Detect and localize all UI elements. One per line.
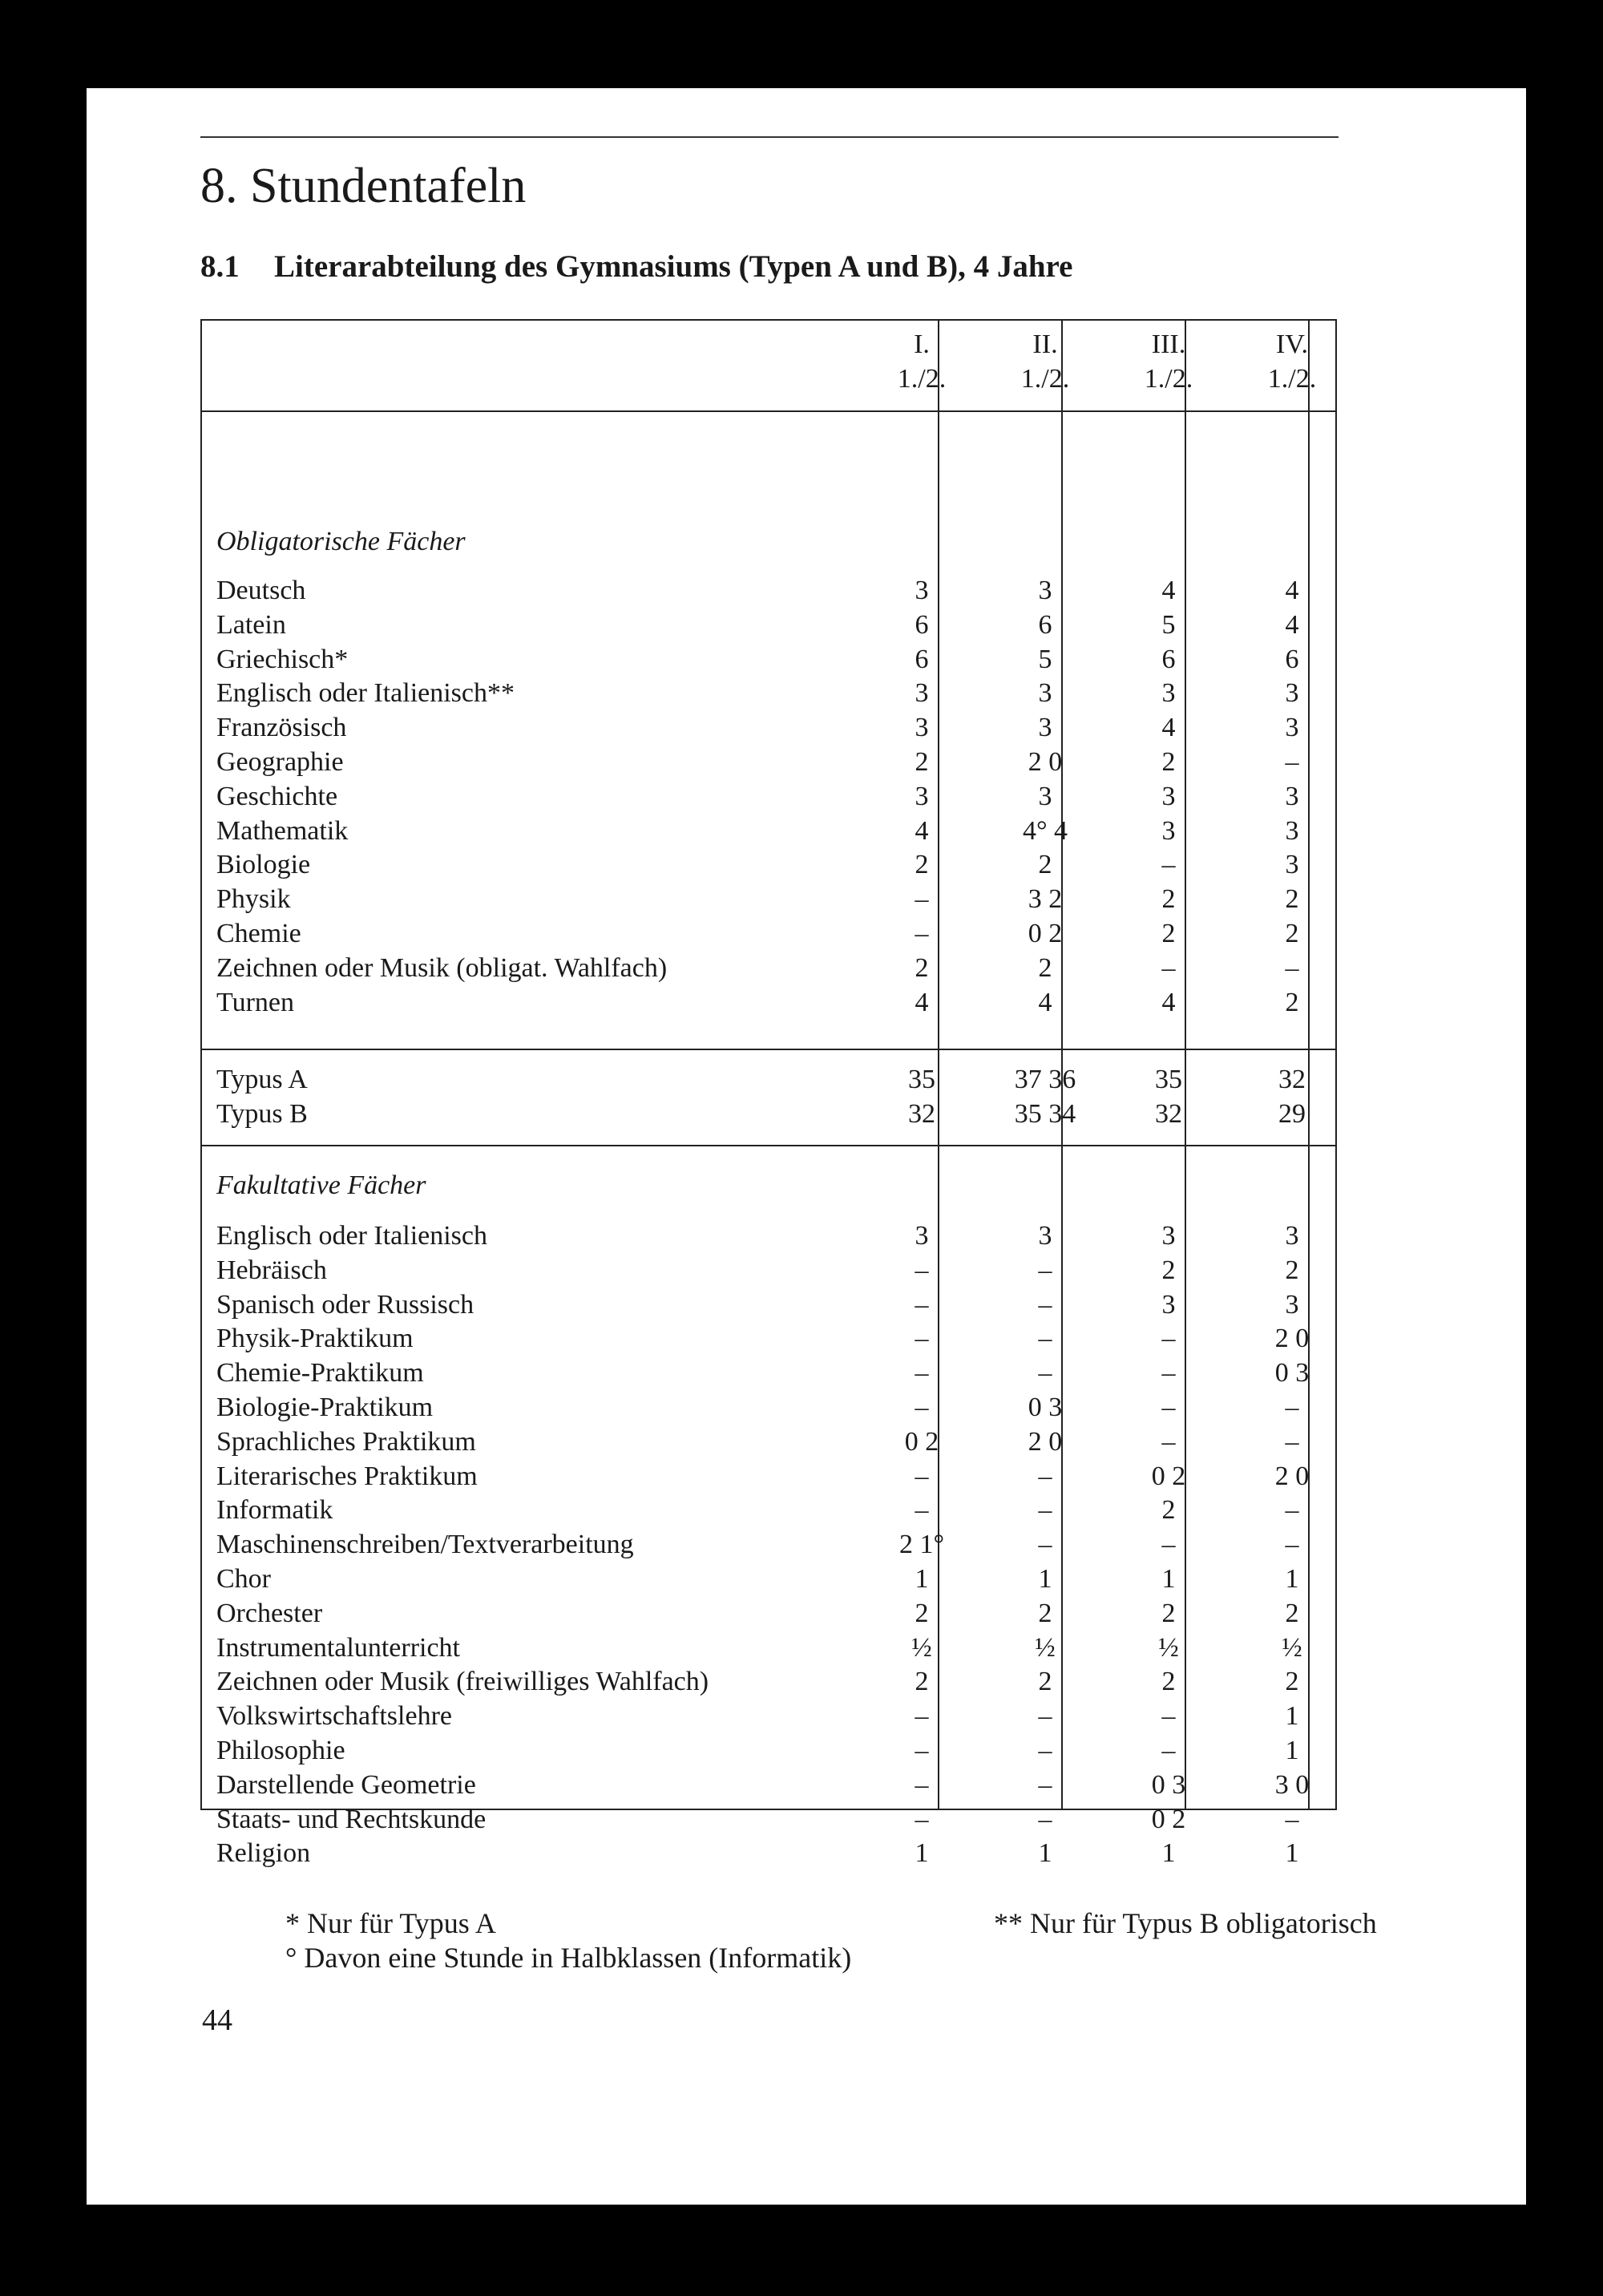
- hours-year-4: 29: [1278, 1098, 1306, 1129]
- table-row: [0, 815, 1603, 849]
- hours-year-1: 32: [908, 1098, 935, 1129]
- hours-year-3: 5: [1161, 609, 1176, 640]
- column-header-year-2: [993, 327, 1097, 396]
- hours-year-4: –: [1285, 1393, 1299, 1422]
- table-row: [0, 1063, 1603, 1097]
- year-label: IV.: [1276, 329, 1308, 359]
- hours-year-2: 3 2: [1028, 884, 1063, 915]
- table-row: [0, 1288, 1603, 1323]
- hours-year-4: –: [1285, 1426, 1299, 1457]
- year-label: III.: [1151, 329, 1186, 359]
- hours-year-4: 2 0: [1274, 1324, 1310, 1354]
- hours-year-1: –: [915, 884, 929, 915]
- hours-year-4: 2: [1285, 884, 1299, 915]
- hours-year-3: 35: [1155, 1065, 1182, 1094]
- subject-label: Instrumentalunterricht: [216, 1632, 461, 1663]
- hours-year-1: 2: [915, 1598, 929, 1628]
- subject-label: Englisch oder Italienisch: [216, 1221, 488, 1251]
- hours-year-2: 2: [1038, 1667, 1052, 1697]
- column-header-year-1: [870, 327, 974, 396]
- hours-year-2: –: [1038, 1289, 1052, 1320]
- hours-year-3: 2: [1161, 1667, 1176, 1697]
- hours-year-1: 1: [915, 1838, 929, 1869]
- table-row: [0, 1528, 1603, 1562]
- hours-year-2: –: [1038, 1736, 1052, 1765]
- table-row: [0, 848, 1603, 883]
- year-label: I.: [914, 329, 930, 359]
- hours-year-2: 4° 4: [1022, 815, 1068, 846]
- hours-year-4: –: [1285, 747, 1299, 777]
- hours-year-3: –: [1161, 1530, 1176, 1560]
- table-row: [0, 1734, 1603, 1768]
- hours-year-2: 3: [1038, 781, 1052, 811]
- hours-year-1: 1: [915, 1564, 929, 1594]
- subject-label: Maschinenschreiben/Textverarbeitung: [216, 1530, 634, 1560]
- totals-divider-bottom: [202, 1145, 1335, 1146]
- hours-year-4: 2: [1285, 1667, 1299, 1697]
- subject-label: Französisch: [216, 713, 347, 743]
- table-row: [0, 1460, 1603, 1494]
- hours-year-3: 2: [1161, 884, 1176, 915]
- subject-label: Biologie: [216, 850, 311, 880]
- hours-year-3: ½: [1158, 1632, 1179, 1663]
- hours-year-2: ½: [1035, 1632, 1056, 1663]
- hours-year-4: –: [1285, 952, 1299, 983]
- hours-year-1: 4: [915, 815, 929, 846]
- hours-year-1: 3: [915, 1221, 929, 1251]
- subject-label: Chemie: [216, 919, 301, 948]
- hours-year-3: 1: [1161, 1564, 1176, 1594]
- hours-year-3: –: [1161, 1701, 1176, 1732]
- hours-year-2: –: [1038, 1769, 1052, 1800]
- subject-label: Philosophie: [216, 1736, 345, 1765]
- hours-year-4: 1: [1285, 1838, 1299, 1869]
- table-row: [0, 986, 1603, 1021]
- subject-label: Volkswirtschaftslehre: [216, 1701, 452, 1732]
- hours-year-4: 3: [1285, 1221, 1299, 1251]
- subject-label: Biologie-Praktikum: [216, 1393, 434, 1422]
- hours-year-1: 2: [915, 850, 929, 880]
- hours-year-4: 3: [1285, 781, 1299, 811]
- table-row: [0, 1803, 1603, 1837]
- hours-year-3: 6: [1161, 644, 1176, 674]
- table-row: [0, 1631, 1603, 1666]
- subject-label: Typus B: [216, 1098, 308, 1129]
- column-header-year-3: [1116, 327, 1221, 396]
- subject-label: Deutsch: [216, 576, 306, 605]
- hours-year-4: 3: [1285, 850, 1299, 880]
- hours-year-1: –: [915, 1769, 929, 1800]
- hours-year-2: –: [1038, 1495, 1052, 1526]
- hours-year-4: 1: [1285, 1736, 1299, 1765]
- hours-year-1: –: [915, 1358, 929, 1389]
- optional-heading: Fakultative Fächer: [216, 1170, 426, 1200]
- hours-year-1: 0 2: [904, 1426, 939, 1457]
- footnote-star: * Nur für Typus A: [285, 1907, 496, 1939]
- header-divider: [202, 410, 1335, 412]
- hours-year-1: 35: [908, 1065, 935, 1094]
- subject-label: Mathematik: [216, 815, 349, 846]
- hours-year-3: 0 2: [1151, 1461, 1186, 1491]
- hours-year-2: 5: [1038, 644, 1052, 674]
- hours-year-4: 3 0: [1274, 1769, 1310, 1800]
- hours-year-2: 6: [1038, 609, 1052, 640]
- hours-year-3: 4: [1161, 987, 1176, 1017]
- hours-year-2: 2 0: [1028, 1426, 1063, 1457]
- hours-year-2: 0 2: [1028, 919, 1063, 948]
- hours-year-2: –: [1038, 1461, 1052, 1491]
- hours-year-3: –: [1161, 850, 1176, 880]
- table-row: [0, 677, 1603, 711]
- hours-year-2: 3: [1038, 678, 1052, 709]
- hours-year-4: 2 0: [1274, 1461, 1310, 1491]
- hours-year-2: –: [1038, 1530, 1052, 1560]
- table-row: [0, 1254, 1603, 1288]
- table-row: [0, 917, 1603, 952]
- hours-year-1: –: [915, 1804, 929, 1834]
- subject-label: Literarisches Praktikum: [216, 1461, 478, 1491]
- hours-year-2: 2: [1038, 952, 1052, 983]
- subject-label: Orchester: [216, 1598, 323, 1628]
- hours-year-3: 2: [1161, 747, 1176, 777]
- hours-year-2: 2: [1038, 850, 1052, 880]
- subject-label: Darstellende Geometrie: [216, 1769, 476, 1800]
- subject-label: Turnen: [216, 987, 294, 1017]
- hours-year-4: 3: [1285, 678, 1299, 709]
- semester-label: 1./2.: [897, 364, 947, 394]
- hours-year-4: 4: [1285, 609, 1299, 640]
- hours-year-1: 3: [915, 713, 929, 743]
- hours-year-3: –: [1161, 952, 1176, 983]
- section-title: [200, 245, 1072, 289]
- table-row: [0, 1562, 1603, 1597]
- subject-label: Zeichnen oder Musik (freiwilliges Wahlfach): [216, 1667, 709, 1697]
- hours-year-2: 0 3: [1028, 1393, 1063, 1422]
- subject-label: Religion: [216, 1838, 311, 1869]
- subject-label: Geschichte: [216, 781, 338, 811]
- hours-year-1: 6: [915, 644, 929, 674]
- subject-label: Chemie-Praktikum: [216, 1358, 424, 1389]
- page-number: 44: [202, 2003, 232, 2037]
- footnote-degree: ° Davon eine Stunde in Halbklassen (Informatik): [285, 1942, 852, 1974]
- subject-label: Typus A: [216, 1065, 308, 1094]
- hours-year-2: –: [1038, 1358, 1052, 1389]
- hours-year-2: 1: [1038, 1838, 1052, 1869]
- hours-year-4: –: [1285, 1530, 1299, 1560]
- footnote-double-star: ** Nur für Typus B obligatorisch: [994, 1907, 1377, 1939]
- column-header-year-4: [1240, 327, 1344, 396]
- hours-year-3: 4: [1161, 576, 1176, 605]
- hours-year-1: 3: [915, 781, 929, 811]
- hours-year-4: –: [1285, 1804, 1299, 1834]
- hours-year-4: –: [1285, 1495, 1299, 1526]
- hours-year-1: 3: [915, 576, 929, 605]
- hours-year-2: 3: [1038, 713, 1052, 743]
- hours-year-4: 6: [1285, 644, 1299, 674]
- hours-year-2: –: [1038, 1255, 1052, 1285]
- hours-year-4: 3: [1285, 815, 1299, 846]
- hours-year-2: –: [1038, 1324, 1052, 1354]
- hours-year-4: 32: [1278, 1065, 1306, 1094]
- table-row: [0, 1700, 1603, 1734]
- hours-year-3: –: [1161, 1393, 1176, 1422]
- hours-year-3: 3: [1161, 815, 1176, 846]
- subject-label: Staats- und Rechtskunde: [216, 1804, 487, 1834]
- hours-year-4: 4: [1285, 576, 1299, 605]
- hours-year-4: 2: [1285, 987, 1299, 1017]
- hours-year-1: –: [915, 1324, 929, 1354]
- table-row: [0, 1391, 1603, 1425]
- hours-year-4: 1: [1285, 1701, 1299, 1732]
- hours-year-3: 3: [1161, 1289, 1176, 1320]
- hours-year-1: 2 1°: [898, 1530, 945, 1560]
- table-row: [0, 711, 1603, 746]
- subject-label: Zeichnen oder Musik (obligat. Wahlfach): [216, 952, 668, 983]
- hours-year-3: –: [1161, 1426, 1176, 1457]
- hours-year-1: 3: [915, 678, 929, 709]
- hours-year-4: ½: [1282, 1632, 1302, 1663]
- hours-year-3: 3: [1161, 678, 1176, 709]
- hours-year-3: 2: [1161, 1495, 1176, 1526]
- hours-year-4: 3: [1285, 713, 1299, 743]
- table-row: [0, 1494, 1603, 1528]
- hours-year-1: ½: [911, 1632, 932, 1663]
- hours-year-1: –: [915, 1393, 929, 1422]
- subject-label: Informatik: [216, 1495, 333, 1526]
- hours-year-2: –: [1038, 1804, 1052, 1834]
- subject-label: Griechisch*: [216, 644, 349, 674]
- hours-year-1: –: [915, 1255, 929, 1285]
- hours-year-1: 2: [915, 1667, 929, 1697]
- hours-year-3: –: [1161, 1358, 1176, 1389]
- hours-year-3: 0 2: [1151, 1804, 1186, 1834]
- subject-label: Geographie: [216, 747, 344, 777]
- subject-label: Physik: [216, 884, 291, 915]
- hours-year-1: 6: [915, 609, 929, 640]
- hours-year-2: 1: [1038, 1564, 1052, 1594]
- hours-year-1: 2: [915, 747, 929, 777]
- hours-year-2: 35 34: [1014, 1098, 1076, 1129]
- hours-year-1: –: [915, 1701, 929, 1732]
- hours-year-4: 1: [1285, 1564, 1299, 1594]
- subject-label: Hebräisch: [216, 1255, 327, 1285]
- table-row: [0, 574, 1603, 608]
- table-row: [0, 952, 1603, 986]
- table-row: [0, 1837, 1603, 1871]
- table-row: [0, 1219, 1603, 1254]
- hours-year-4: 2: [1285, 1255, 1299, 1285]
- table-row: [0, 1665, 1603, 1700]
- hours-year-1: 2: [915, 952, 929, 983]
- hours-year-1: –: [915, 1495, 929, 1526]
- table-row: [0, 1097, 1603, 1132]
- hours-year-2: 4: [1038, 987, 1052, 1017]
- hours-year-3: 2: [1161, 1598, 1176, 1628]
- hours-year-3: 2: [1161, 1255, 1176, 1285]
- top-rule: [200, 136, 1339, 138]
- hours-year-3: –: [1161, 1324, 1176, 1354]
- hours-year-2: –: [1038, 1701, 1052, 1732]
- subject-label: Physik-Praktikum: [216, 1324, 414, 1354]
- table-row: [0, 608, 1603, 643]
- hours-year-2: 37 36: [1014, 1065, 1076, 1094]
- subject-label: Sprachliches Praktikum: [216, 1426, 476, 1457]
- hours-year-4: 2: [1285, 919, 1299, 948]
- hours-year-1: –: [915, 1461, 929, 1491]
- hours-year-3: 1: [1161, 1838, 1176, 1869]
- table-row: [0, 1356, 1603, 1391]
- hours-year-3: 3: [1161, 1221, 1176, 1251]
- table-row: [0, 746, 1603, 780]
- section-number: 8.1: [200, 249, 240, 284]
- table-row: [0, 1768, 1603, 1803]
- subject-label: Englisch oder Italienisch**: [216, 678, 515, 709]
- table-row: [0, 1425, 1603, 1460]
- hours-year-1: –: [915, 919, 929, 948]
- hours-year-3: –: [1161, 1736, 1176, 1765]
- hours-year-3: 4: [1161, 713, 1176, 743]
- hours-year-2: 2 0: [1028, 747, 1063, 777]
- subject-label: Chor: [216, 1564, 271, 1594]
- hours-year-2: 3: [1038, 1221, 1052, 1251]
- hours-year-1: –: [915, 1289, 929, 1320]
- semester-label: 1./2.: [1144, 364, 1193, 394]
- semester-label: 1./2.: [1267, 364, 1317, 394]
- hours-year-4: 2: [1285, 1598, 1299, 1628]
- table-row: [0, 643, 1603, 677]
- table-row: [0, 780, 1603, 815]
- semester-label: 1./2.: [1020, 364, 1070, 394]
- hours-year-4: 3: [1285, 1289, 1299, 1320]
- subject-label: Spanisch oder Russisch: [216, 1289, 474, 1320]
- table-row: [0, 1322, 1603, 1356]
- hours-year-3: 32: [1155, 1098, 1182, 1129]
- hours-year-1: 4: [915, 987, 929, 1017]
- hours-year-3: 3: [1161, 781, 1176, 811]
- hours-year-1: –: [915, 1736, 929, 1765]
- table-row: [0, 1597, 1603, 1631]
- hours-year-2: 3: [1038, 576, 1052, 605]
- obligatory-heading: Obligatorische Fächer: [216, 527, 466, 556]
- hours-year-3: 0 3: [1151, 1769, 1186, 1800]
- hours-year-2: 2: [1038, 1598, 1052, 1628]
- year-label: II.: [1032, 329, 1058, 359]
- subject-label: Latein: [216, 609, 286, 640]
- chapter-title: 8. Stundentafeln: [200, 159, 527, 213]
- table-row: [0, 883, 1603, 917]
- totals-divider-top: [202, 1049, 1335, 1050]
- hours-year-3: 2: [1161, 919, 1176, 948]
- section-heading: Literarabteilung des Gymnasiums (Typen A und B), 4 Jahre: [274, 249, 1073, 284]
- hours-year-4: 0 3: [1274, 1358, 1310, 1389]
